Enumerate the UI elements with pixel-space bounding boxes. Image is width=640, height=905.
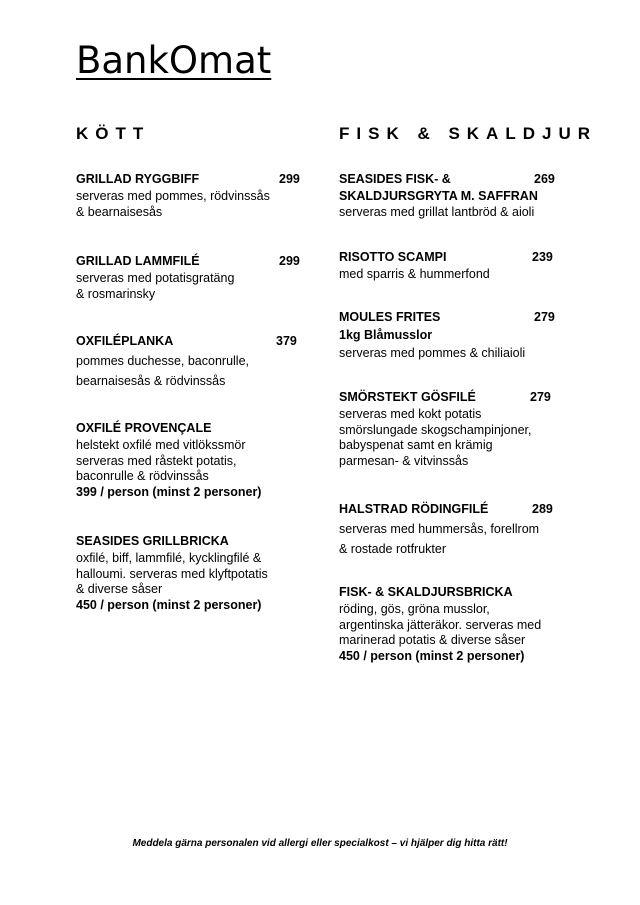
- menu-item-name: HALSTRAD RÖDINGFILÉ: [339, 502, 489, 516]
- menu-item-description: serveras med hummersås, forellrom: [339, 522, 540, 536]
- menu-item-name: MOULES FRITES: [339, 310, 441, 324]
- menu-item: [339, 502, 579, 559]
- menu-item-name: SEASIDES GRILLBRICKA: [76, 534, 229, 548]
- menu-item: [76, 421, 306, 500]
- menu-item-name: SEASIDES FISK- &: [339, 172, 451, 186]
- menu-item-description: & diverse såser: [76, 582, 163, 596]
- menu-item-name: OXFILÉPLANKA: [76, 334, 174, 348]
- allergy-footer-note: Meddela gärna personalen vid allergi eller specialkost – vi hjälper dig hitta rätt!: [132, 838, 508, 849]
- menu-item-price: 299: [279, 254, 300, 268]
- menu-item-header: [76, 172, 306, 189]
- menu-item: [339, 172, 579, 220]
- menu-item-description: parmesan- & vitvinssås: [339, 453, 469, 468]
- menu-item-header: [339, 250, 579, 267]
- menu-item-price: 239: [532, 250, 553, 264]
- menu-item-price-note: 399 / person (minst 2 personer): [76, 484, 262, 499]
- menu-item-name: GRILLAD LAMMFILÉ: [76, 254, 200, 268]
- menu-item-price-note: 450 / person (minst 2 personer): [76, 597, 262, 612]
- section-heading-seafood: FISK & SKALDJUR: [339, 124, 598, 143]
- menu-item-description: serveras med råstekt potatis,: [76, 453, 237, 468]
- menu-item-description: & rostade rotfrukter: [339, 542, 446, 556]
- menu-item-header: [76, 421, 306, 438]
- menu-item-header: [339, 502, 579, 519]
- menu-item-description: baconrulle & rödvinssås: [76, 469, 209, 483]
- menu-item-name: SMÖRSTEKT GÖSFILÉ: [339, 390, 476, 404]
- menu-item-description: & rosmarinsky: [76, 286, 156, 301]
- menu-item: [339, 310, 579, 362]
- menu-item-name: GRILLAD RYGGBIFF: [76, 172, 200, 186]
- menu-item-name-continued: SKALDJURSGRYTA M. SAFFRAN: [339, 189, 538, 203]
- menu-item-name: OXFILÉ PROVENÇALE: [76, 421, 212, 435]
- menu-item-description: serveras med grillat lantbröd & aioli: [339, 204, 535, 219]
- menu-item-description: med sparris & hummerfond: [339, 267, 490, 281]
- menu-item-price: 279: [530, 390, 551, 404]
- menu-item-description: argentinska jätteräkor. serveras med: [339, 617, 542, 632]
- menu-item: [339, 250, 579, 283]
- menu-item-subtitle: 1kg Blåmusslor: [339, 328, 433, 342]
- menu-item-price: 379: [276, 334, 297, 348]
- section-heading-meat: KÖTT: [76, 124, 151, 143]
- menu-item-header: [76, 254, 306, 271]
- menu-item: [339, 390, 579, 469]
- menu-item-description: serveras med pommes & chiliaioli: [339, 346, 526, 360]
- menu-item-description: babyspenat samt en krämig: [339, 438, 493, 452]
- menu-item-description: röding, gös, gröna musslor,: [339, 602, 490, 616]
- menu-item-description: halloumi. serveras med klyftpotatis: [76, 566, 268, 581]
- menu-item-price-note: 450 / person (minst 2 personer): [339, 648, 525, 663]
- restaurant-title: BankOmat: [76, 39, 272, 82]
- menu-item-header: [76, 334, 306, 351]
- menu-item: [76, 534, 306, 613]
- menu-item-price: 299: [279, 172, 300, 186]
- menu-item: [339, 585, 579, 664]
- menu-item-price: 269: [534, 172, 555, 186]
- menu-item-description: serveras med kokt potatis: [339, 407, 482, 421]
- menu-item-header: [339, 390, 579, 407]
- menu-item: [76, 172, 306, 220]
- menu-item-header: [339, 310, 579, 327]
- menu-item: [76, 254, 306, 302]
- menu-item-description: marinerad potatis & diverse såser: [339, 633, 526, 647]
- menu-item: [76, 334, 306, 391]
- menu-item-header: [339, 172, 579, 189]
- menu-item-description: serveras med pommes, rödvinssås: [76, 189, 270, 203]
- menu-item-price: 279: [534, 310, 555, 324]
- menu-item-description: pommes duchesse, baconrulle,: [76, 354, 250, 368]
- menu-item-name: FISK- & SKALDJURSBRICKA: [339, 585, 513, 599]
- menu-item-description: serveras med potatisgratäng: [76, 271, 235, 285]
- menu-item-description: oxfilé, biff, lammfilé, kycklingfilé &: [76, 551, 262, 565]
- menu-item-description: helstekt oxfilé med vitlökssmör: [76, 438, 246, 452]
- menu-item-description: smörslungade skogschampinjoner,: [339, 422, 532, 437]
- menu-item-price: 289: [532, 502, 553, 516]
- menu-item-description: & bearnaisesås: [76, 204, 163, 219]
- menu-item-name: RISOTTO SCAMPI: [339, 250, 447, 264]
- menu-item-header: [76, 534, 306, 551]
- menu-item-description: bearnaisesås & rödvinssås: [76, 374, 226, 388]
- menu-item-header: [339, 585, 579, 602]
